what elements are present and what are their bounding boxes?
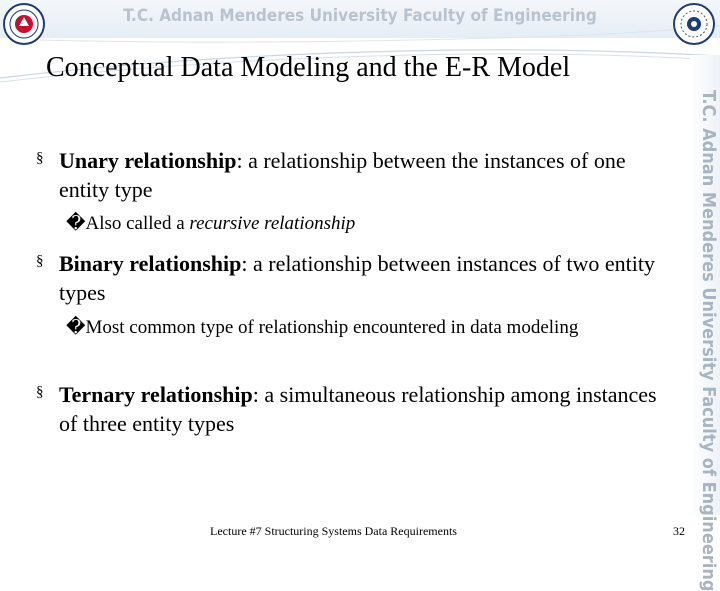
bullet-text: : a simultaneous relationship among instances of three entity types bbox=[59, 382, 657, 436]
university-seal-icon bbox=[2, 2, 46, 46]
footer-lecture: Lecture #7 Structuring Systems Data Requirements bbox=[210, 524, 457, 538]
header-banner-text: T.C. Adnan Menderes University Faculty of Engineering bbox=[123, 6, 597, 26]
sub-bullet-common bbox=[66, 315, 626, 341]
page-number: 32 bbox=[673, 524, 685, 538]
bullet-text: : a relationship between instances of two entity types bbox=[59, 251, 655, 305]
sub-bullet-text: Most common type of relationship encountered in data modeling bbox=[85, 317, 579, 338]
bullet-marker: § bbox=[36, 150, 44, 166]
slide-title: Conceptual Data Modeling and the E-R Model bbox=[46, 52, 571, 83]
sub-bullet-marker: � bbox=[66, 317, 86, 338]
bullet-marker: § bbox=[36, 384, 44, 400]
sub-bullet-text: Also called a bbox=[85, 213, 190, 234]
bullet-text: : a relationship between the instances of one entity type bbox=[59, 148, 626, 202]
faculty-seal-icon bbox=[672, 2, 716, 46]
bullet-term: Binary relationship bbox=[59, 251, 242, 276]
bullet-term: Unary relationship bbox=[59, 148, 237, 173]
bullet-term: Ternary relationship bbox=[59, 382, 253, 407]
sub-bullet-marker: � bbox=[66, 213, 86, 234]
bullet-marker: § bbox=[36, 253, 44, 269]
sub-bullet-recursive bbox=[66, 211, 355, 237]
sub-bullet-emphasis: recursive relationship bbox=[189, 213, 356, 234]
sidebar-banner-text: T.C. Adnan Menderes University Faculty of Engineering bbox=[698, 90, 719, 591]
